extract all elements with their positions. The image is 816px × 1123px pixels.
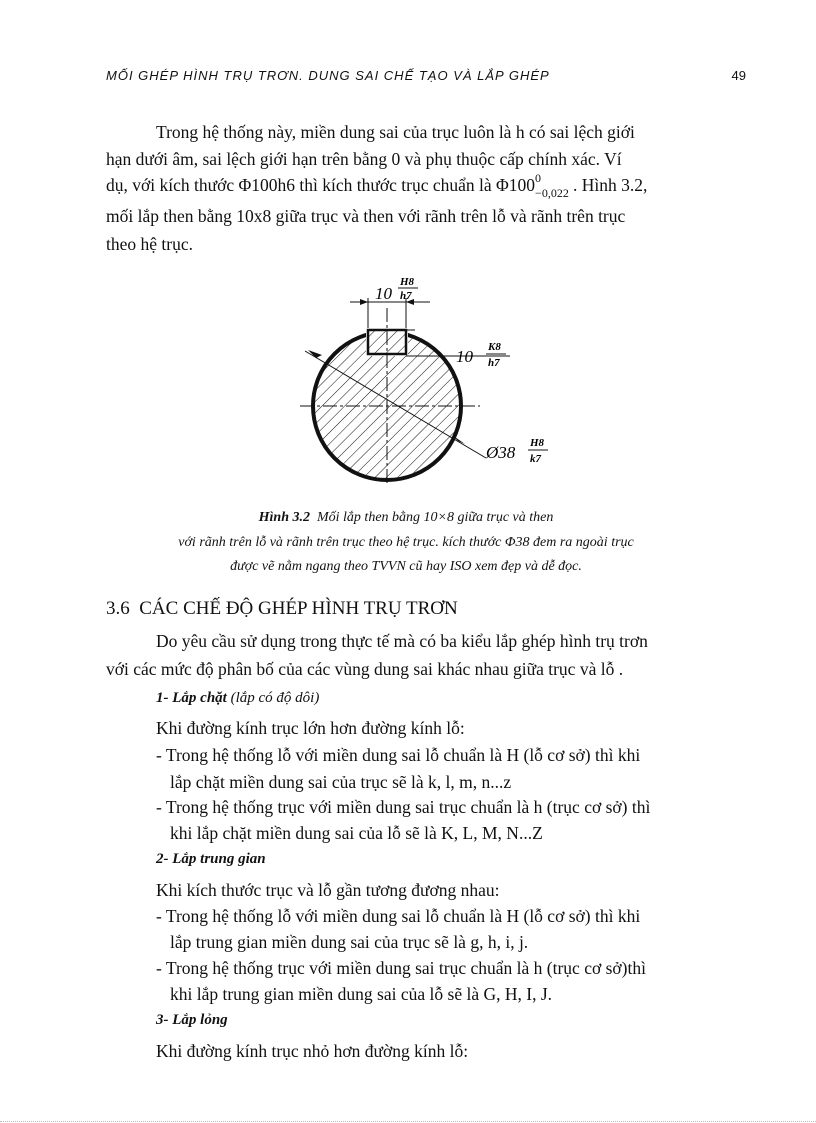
fit1-heading-label: 1- Lắp chặt — [156, 690, 227, 706]
section-intro-1: Do yêu cầu sử dụng trong thực tế mà có ba kiểu lắp ghép hình trụ trơn — [156, 631, 648, 651]
fit2-heading-label: 2- Lắp trung gian — [156, 851, 266, 867]
intro-line-4: mối lắp then bằng 10x8 giữa trục và then với rãnh trên lỗ và rãnh trên trục — [106, 206, 626, 226]
fit2-bullet1-l1: - Trong hệ thống lỗ với miền dung sai lỗ chuẩn là H (lỗ cơ sở) thì khi — [156, 906, 641, 926]
tolerance-stack — [535, 171, 573, 200]
intro-line-3-text: dụ, với kích thước Φ100h6 thì kích thước trục chuẩn là Φ100 — [106, 175, 536, 195]
section-number: 3.6 — [106, 598, 130, 619]
fit2-desc: Khi kích thước trục và lỗ gần tương đương nhau: — [156, 880, 500, 900]
fit1-bullet2-l1: - Trong hệ thống trục với miền dung sai trục chuẩn là h (trục cơ sở) thì — [156, 797, 651, 817]
intro-line-1: Trong hệ thống này, miền dung sai của trục luôn là h có sai lệch giới — [156, 122, 635, 142]
section-intro-2: với các mức độ phân bố của các vùng dung sai khác nhau giữa trục và lỗ . — [106, 659, 624, 679]
fit3-heading — [156, 1012, 228, 1029]
fit1-bullet2-l2: khi lắp chặt miền dung sai của lỗ sẽ là K, L, M, N...Z — [170, 823, 543, 843]
caption-line-1 — [96, 510, 716, 526]
tolerance-upper: 0 — [535, 171, 542, 185]
tolerance-lower: −0,022 — [535, 186, 569, 200]
fit2-bullet1-l2: lắp trung gian miền dung sai của trục sẽ là g, h, i, j. — [170, 932, 529, 952]
right-label-num: K8 — [488, 341, 501, 353]
caption-line-3: được vẽ nằm ngang theo TVVN cũ hay ISO xem đẹp và dễ đọc. — [230, 559, 582, 574]
fit1-bullet1-l1: - Trong hệ thống lỗ với miền dung sai lỗ chuẩn là H (lỗ cơ sở) thì khi — [156, 745, 641, 765]
caption-label: Hình 3.2 — [258, 510, 310, 525]
intro-line-3 — [106, 171, 746, 200]
fit1-heading — [156, 690, 319, 707]
running-title: MỐI GHÉP HÌNH TRỤ TRƠN. DUNG SAI CHẾ TẠO VÀ LẮP GHÉP — [106, 68, 550, 83]
page-number: 49 — [731, 68, 746, 83]
fit2-heading — [156, 851, 266, 868]
dia-label-num: H8 — [530, 437, 545, 449]
intro-line-3-end: . Hình 3.2, — [573, 175, 648, 195]
dia-label-den: k7 — [530, 453, 541, 465]
caption-line-2: với rãnh trên lỗ và rãnh trên trục theo hệ trục. kích thước Φ38 đem ra ngoài trục — [178, 535, 634, 550]
fit1-heading-note: (lắp có độ dôi) — [230, 690, 320, 706]
top-label-den: h7 — [400, 290, 412, 302]
fit2-bullet2-l2: khi lắp trung gian miền dung sai của lỗ sẽ là G, H, I, J. — [170, 984, 553, 1004]
caption-line-1-text: Mối lắp then bằng 10×8 giữa trục và then — [316, 510, 554, 525]
right-label-main: 10 — [456, 347, 473, 366]
fit1-desc: Khi đường kính trục lớn hơn đường kính lỗ: — [156, 718, 465, 738]
fit2-bullet2-l1: - Trong hệ thống trục với miền dung sai trục chuẩn là h (trục cơ sở)thì — [156, 958, 646, 978]
section-title: CÁC CHẾ ĐỘ GHÉP HÌNH TRỤ TRƠN — [139, 598, 458, 619]
arrow-left — [360, 299, 368, 305]
fit3-desc: Khi đường kính trục nhỏ hơn đường kính lỗ: — [156, 1041, 469, 1061]
top-label-main: 10 — [375, 284, 392, 303]
fit1-bullet1-l2: lắp chặt miền dung sai của trục sẽ là k, l, m, n...z — [170, 772, 512, 792]
page-bottom-rule — [0, 1121, 816, 1122]
page-header — [106, 68, 746, 90]
figure-3-2 — [290, 268, 580, 483]
intro-line-2: hạn dưới âm, sai lệch giới hạn trên bằng 0 và phụ thuộc cấp chính xác. Ví — [106, 149, 622, 169]
dia-label-main: Ø38 — [486, 443, 516, 462]
intro-line-5: theo hệ trục. — [106, 234, 193, 254]
section-heading — [106, 598, 458, 620]
fit3-heading-label: 3- Lắp lỏng — [156, 1012, 228, 1028]
right-label-den: h7 — [488, 357, 500, 369]
top-label-num: H8 — [400, 276, 415, 288]
